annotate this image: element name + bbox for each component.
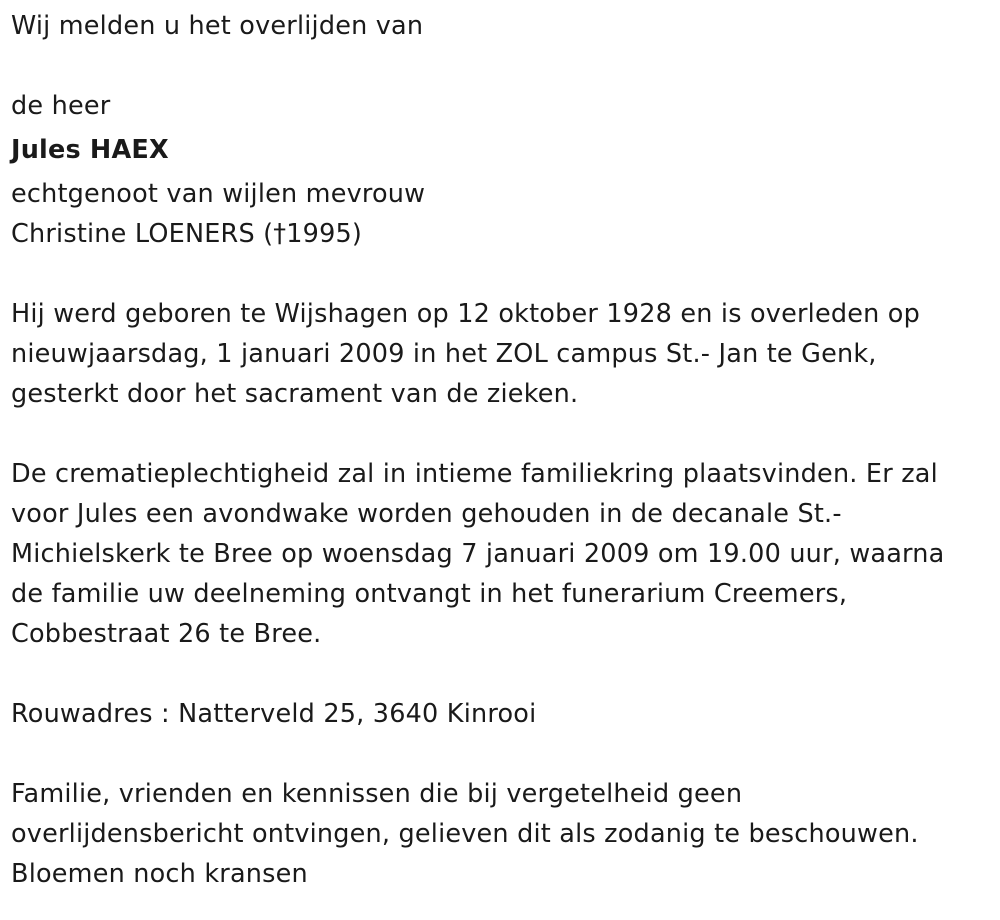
spacer — [11, 734, 986, 774]
paragraph-line: overlijdensbericht ontvingen, gelieven dit als zodanig te beschouwen. — [11, 819, 919, 849]
mourning-address: Rouwadres : Natterveld 25, 3640 Kinrooi — [11, 699, 537, 729]
spouse-relation: echtgenoot van wijlen mevrouw — [11, 179, 426, 209]
spacer — [11, 414, 986, 454]
paragraph-line: Michielskerk te Bree op woensdag 7 januari 2009 om 19.00 uur, waarna — [11, 539, 945, 569]
spacer — [11, 254, 986, 294]
ceremony-paragraph — [11, 454, 986, 654]
intro-text: Wij melden u het overlijden van — [11, 11, 424, 41]
paragraph-line: voor Jules een avondwake worden gehouden in de decanale St.- — [11, 499, 842, 529]
paragraph-line: de familie uw deelneming ontvangt in het funerarium Creemers, — [11, 579, 848, 609]
death-notice — [11, 6, 986, 894]
deceased-name: Jules HAEX — [11, 135, 169, 165]
paragraph-line: nieuwjaarsdag, 1 januari 2009 in het ZOL campus St.- Jan te Genk, — [11, 339, 877, 369]
title-prefix: de heer — [11, 91, 111, 121]
spouse-name: Christine LOENERS (†1995) — [11, 219, 363, 249]
closing-paragraph — [11, 774, 986, 894]
paragraph-line: Hij werd geboren te Wijshagen op 12 oktober 1928 en is overleden op — [11, 299, 920, 329]
paragraph-line: Bloemen noch kransen — [11, 859, 308, 889]
paragraph-line: Familie, vrienden en kennissen die bij vergetelheid geen — [11, 779, 743, 809]
birth-death-paragraph — [11, 294, 986, 414]
paragraph-line: De crematieplechtigheid zal in intieme familiekring plaatsvinden. Er zal — [11, 459, 938, 489]
paragraph-line: Cobbestraat 26 te Bree. — [11, 619, 322, 649]
spacer — [11, 46, 986, 86]
paragraph-line: gesterkt door het sacrament van de zieken. — [11, 379, 579, 409]
spacer — [11, 654, 986, 694]
